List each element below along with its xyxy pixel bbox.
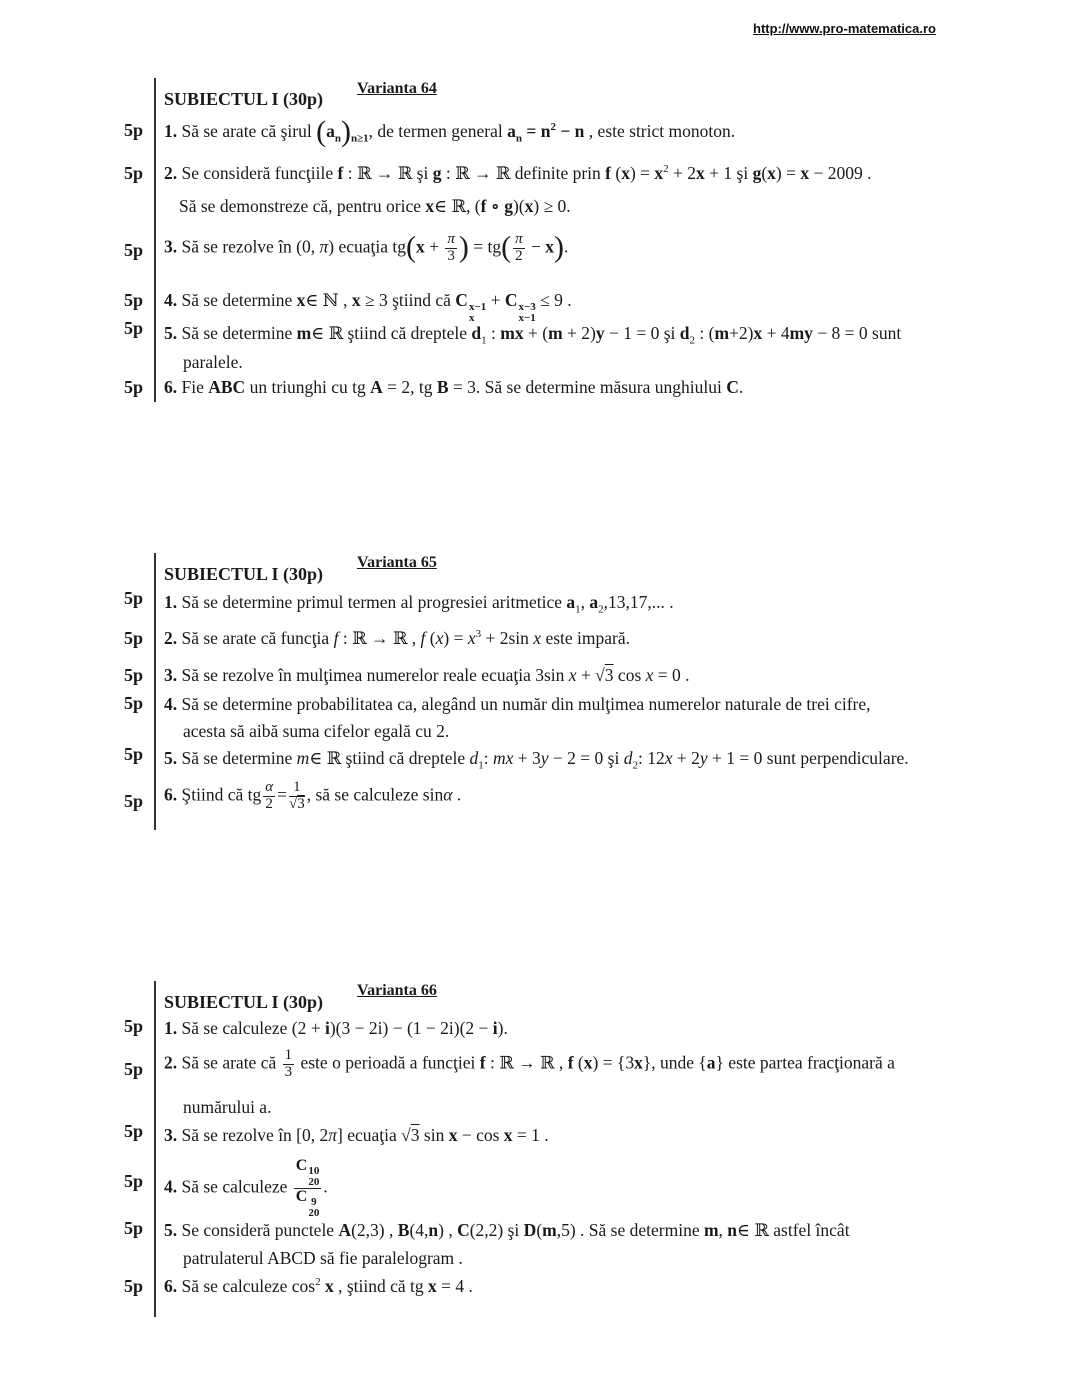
variant-title: Varianta 64 — [357, 80, 437, 97]
points-label: 5p — [124, 665, 144, 685]
problem-3: 3. Să se rezolve în [0, 2π] ecuaţia √3 sin x − cos x = 1 . — [164, 1125, 549, 1145]
problem-1: 1. Să se calculeze (2 + i)(3 − 2i) − (1 − 2i)(2 − i). — [164, 1018, 508, 1038]
problem-4-continuation: acesta să aibă suma cifelor egală cu 2. — [183, 721, 450, 741]
margin-rule — [154, 553, 156, 830]
problem-5: 5. Se consideră punctele A(2,3) , B(4,n) , C(2,2) şi D(m,5) . Să se determine m, n∈ ℝ astfel încât — [164, 1220, 850, 1240]
variant-title: Varianta 65 — [357, 554, 437, 571]
points-label: 5p — [124, 377, 144, 397]
subject-heading: SUBIECTUL I (30p) — [164, 564, 324, 584]
problem-2-continuation: Să se demonstreze că, pentru orice x∈ ℝ, (f ∘ g)(x) ≥ 0. — [179, 196, 571, 216]
points-label: 5p — [124, 163, 144, 183]
margin-rule — [154, 981, 156, 1317]
points-label: 5p — [124, 588, 144, 608]
subject-heading: SUBIECTUL I (30p) — [164, 992, 324, 1012]
problem-4: 4. Să se calculeze C 10 20 C 9 20 . — [164, 1157, 328, 1219]
points-label: 5p — [124, 240, 144, 260]
points-label: 5p — [124, 791, 144, 811]
points-label: 5p — [124, 1016, 144, 1036]
problem-4: 4. Să se determine x∈ ℕ , x ≥ 3 ştiind că C x−1 x + C x−3 x−1 ≤ 9 . — [164, 290, 572, 324]
points-label: 5p — [124, 120, 144, 140]
problem-2: 2. Să se arate că $\frac{1}{3}$ este o perioadă a funcţiei f : ℝ → ℝ , f (x) = {3x}, unde {a} este partea fracţionară a — [164, 1047, 895, 1080]
problem-6: 6. Să se calculeze $\cos^2 x$ , ştiind că tg x = 4 . — [164, 1276, 473, 1296]
points-label: 5p — [124, 1218, 144, 1238]
problem-5: 5. Să se determine m∈ ℝ ştiind că dreptele $d_1$: mx + 3y − 2 = 0 şi $d_2$: 12x + 2y + 1 = 0 sunt perpendiculare. — [164, 748, 909, 772]
points-label: 5p — [124, 1171, 144, 1191]
problem-1: 1. Să se arate că şirul $(a_n)_{n\ge 1}$, de termen general $a_n = n^2 - n$ , este strict monoton. — [164, 115, 736, 148]
problem-5-continuation: patrulaterul ABCD să fie paralelogram . — [183, 1248, 463, 1268]
problem-6: 6. Ştiind că tg $\frac{\alpha}{2}$ = $\frac{1}{√3}$ , să se calculeze sinα . — [164, 779, 462, 812]
problem-1: 1. Să se determine primul termen al progresiei aritmetice $a_1$, $a_2,13,17$,... . — [164, 592, 674, 616]
problem-2-continuation: numărului a. — [183, 1097, 272, 1117]
subject-heading: SUBIECTUL I (30p) — [164, 89, 324, 109]
problem-6: 6. Fie ABC un triunghi cu tg A = 2, tg B = 3. Să se determine măsura unghiului C. — [164, 377, 744, 397]
problem-5-continuation: paralele. — [183, 352, 243, 372]
problem-2: 2. Să se arate că funcţia f : ℝ → ℝ , f $(x) = x^3 + 2\sin$ x este impară. — [164, 628, 630, 648]
points-label: 5p — [124, 290, 144, 310]
problem-3: 3. Să se rezolve în mulţimea numerelor reale ecuaţia 3sin x + √3 cos x = 0 . — [164, 665, 690, 685]
points-label: 5p — [124, 693, 144, 713]
points-label: 5p — [124, 1059, 144, 1079]
margin-rule — [154, 78, 156, 402]
points-label: 5p — [124, 318, 144, 338]
points-label: 5p — [124, 744, 144, 764]
points-label: 5p — [124, 1276, 144, 1296]
points-label: 5p — [124, 628, 144, 648]
problem-3: 3. Să se rezolve în (0, π) ecuaţia tg(x + $\frac{\pi}{3}$ ) = tg( $\frac{\pi}{2}$ − x). — [164, 230, 569, 264]
variant-title: Varianta 66 — [357, 982, 437, 999]
site-url-link[interactable]: http://www.pro-matematica.ro — [753, 21, 936, 36]
problem-4: 4. Să se determine probabilitatea ca, alegând un număr din mulţimea numerelor naturale de trei cifre, — [164, 694, 871, 714]
problem-2: 2. Se consideră funcţiile f : ℝ → ℝ şi g : ℝ → ℝ definite prin f $(x) = x^2 + 2x + 1$ şi g(x) = x − 2009 . — [164, 163, 872, 183]
problem-5: 5. Să se determine m∈ ℝ ştiind că dreptele $d_1$ : mx + (m + 2)y − 1 = 0 şi $d_2$ : (m+2)x + 4my − 8 = 0 sunt — [164, 323, 902, 347]
points-label: 5p — [124, 1121, 144, 1141]
